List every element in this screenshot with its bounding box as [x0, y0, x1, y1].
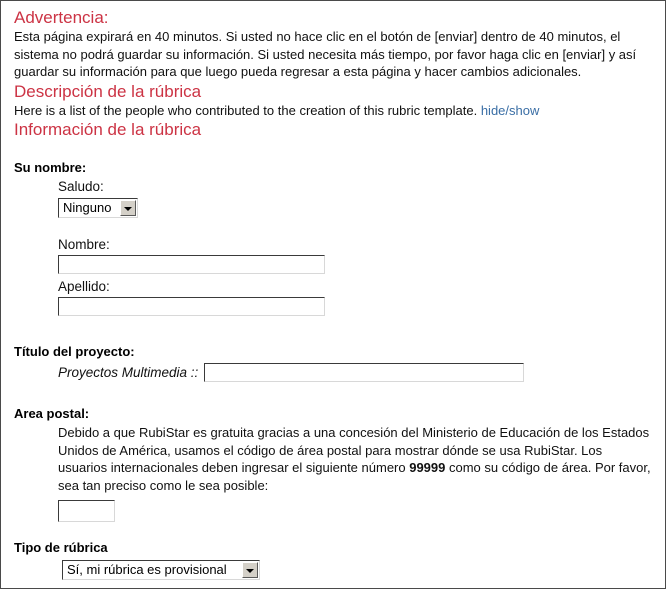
- salutation-select[interactable]: [58, 198, 138, 218]
- postal-area-example-number: 99999: [409, 460, 446, 475]
- project-title-group: [14, 344, 653, 382]
- postal-code-input[interactable]: [58, 500, 115, 522]
- hide-show-link[interactable]: hide/show: [480, 102, 540, 118]
- rubric-type-select[interactable]: [62, 560, 260, 580]
- information-heading: Información de la rúbrica: [14, 120, 202, 139]
- project-title-label: Título del proyecto:: [14, 344, 135, 359]
- chevron-down-icon[interactable]: [120, 200, 136, 216]
- warning-text: Esta página expirará en 40 minutos. Si usted no hace clic en el botón de [enviar] dentro de 40 minutos, el sistema no podrá guardar su información. Si usted necesita más tiempo, por favor haga clic en [enviar] y así guardar su información para que luego pueda regresar a esta página y hacer cambios adicionales.: [14, 29, 637, 79]
- last-name-label: Apellido:: [58, 279, 110, 294]
- postal-area-text: [58, 424, 652, 494]
- your-name-group: [14, 160, 653, 316]
- rubric-info-form: [14, 160, 653, 580]
- rubric-type-group: [14, 540, 653, 580]
- description-heading: Descripción de la rúbrica: [14, 81, 202, 101]
- rubric-type-label: Tipo de rúbrica: [14, 540, 108, 555]
- first-name-input[interactable]: [58, 255, 325, 274]
- salutation-selected-value: Ninguno: [63, 200, 112, 215]
- postal-area-body: [58, 424, 653, 522]
- postal-area-label: Area postal:: [14, 406, 90, 421]
- postal-area-group: [14, 406, 653, 522]
- salutation-label: Saludo:: [58, 179, 104, 194]
- postal-area-text-part1: Debido a que RubiStar es gratuita gracias a una concesión del Ministerio de Educación de los Estados Unidos de América, usamos el código de área postal para mostrar dónde se usa RubiStar. Los usuarios internacionales deben ingresar el siguiente número: [58, 425, 650, 475]
- description-text: Here is a list of the people who contributed to the creation of this rubric template.: [14, 102, 478, 118]
- last-name-input[interactable]: [58, 297, 325, 316]
- warning-heading: Advertencia:: [14, 8, 109, 27]
- description-text-row: [14, 102, 653, 120]
- project-title-input[interactable]: [204, 363, 524, 382]
- chevron-down-icon[interactable]: [242, 562, 258, 578]
- your-name-label: Su nombre:: [14, 160, 87, 175]
- first-name-label: Nombre:: [58, 237, 110, 252]
- project-title-row: [58, 363, 653, 382]
- rubric-type-selected-value: Sí, mi rúbrica es provisional: [67, 562, 227, 577]
- page-content: [1, 1, 665, 580]
- your-name-fields: [58, 178, 653, 316]
- postal-area-text-part2: como su código de área. Por favor, sea tan preciso como le sea posible:: [58, 460, 651, 493]
- rubric-type-field: [62, 560, 653, 580]
- project-title-prefix: Proyectos Multimedia ::: [58, 365, 199, 380]
